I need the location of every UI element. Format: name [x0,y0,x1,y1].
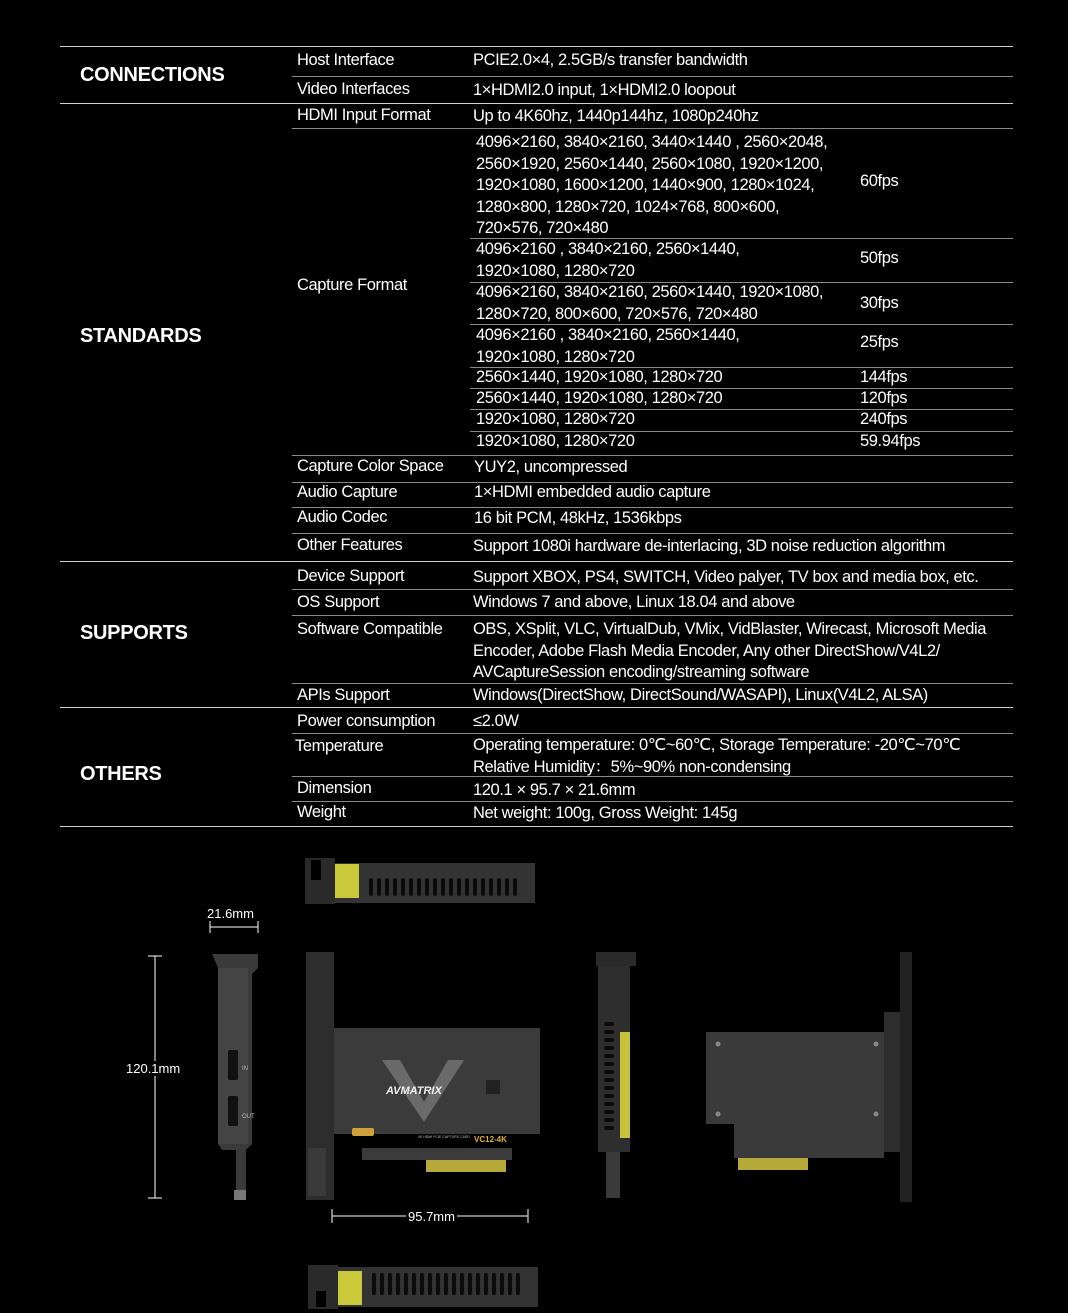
card-top-view [305,858,537,906]
row-rule [292,533,1013,534]
depth-dimension-line [208,920,260,934]
table-bottom-rule [60,826,1013,827]
label-audio-codec: Audio Codec [297,508,388,526]
value-apis-support: Windows(DirectShow, DirectSound/WASAPI), Linux(V4L2, ALSA) [473,686,928,704]
row-rule [292,801,1013,802]
value-hdmi-input-format: Up to 4K60hz, 1440p144hz, 1080p240hz [473,107,759,125]
capture-format-30fps: 4096×2160, 3840×2160, 2560×1440, 1920×1080, 1280×720, 800×600, 720×576, 720×480 [476,283,824,323]
fps-5994: 59.94fps [860,432,921,450]
value-other-features: Support 1080i hardware de-interlacing, 3D noise reduction algorithm [473,537,946,555]
fps-50: 50fps [860,249,899,267]
label-capture-format: Capture Format [297,276,407,294]
capture-format-50fps: 4096×2160 , 3840×2160, 2560×1440, 1920×1080, 1280×720 [476,240,740,280]
fps-60: 60fps [860,172,899,190]
table-top-rule [60,46,1013,47]
row-rule [292,76,1013,77]
capture-format-144fps: 2560×1440, 1920×1080, 1280×720 [476,368,723,386]
label-video-interfaces: Video Interfaces [297,80,410,98]
card-main-view [304,952,544,1202]
svg-text:VC12-4K: VC12-4K [474,1135,507,1144]
label-other-features: Other Features [297,536,403,554]
supports-bottom-rule [60,707,1013,708]
svg-text:IN: IN [242,1066,248,1072]
label-software-compatible: Software Compatible [297,620,443,638]
connections-bottom-rule [60,103,1013,104]
value-weight: Net weight: 100g, Gross Weight: 145g [473,804,738,822]
capture-format-120fps: 2560×1440, 1920×1080, 1280×720 [476,389,723,407]
height-dimension-line [146,954,164,1200]
card-bracket-view [210,954,262,1204]
section-others: OTHERS [80,763,162,785]
label-os-support: OS Support [297,593,380,611]
value-host-interface: PCIE2.0×4, 2.5GB/s transfer bandwidth [473,51,748,69]
row-rule [292,615,1013,616]
value-os-support: Windows 7 and above, Linux 18.04 and above [473,593,795,611]
card-side-view [592,952,640,1204]
width-dimension-label: 95.7mm [408,1209,455,1224]
label-temperature: Temperature [295,737,384,755]
value-dimension: 120.1 × 95.7 × 21.6mm [473,781,636,799]
standards-bottom-rule [60,561,1013,562]
fps-25: 25fps [860,333,899,351]
row-rule [292,455,1013,456]
card-back-view [704,952,916,1204]
height-dimension-label: 120.1mm [126,1061,181,1076]
fps-120: 120fps [860,389,908,407]
label-hdmi-input-format: HDMI Input Format [297,106,431,124]
svg-text:OUT: OUT [242,1114,255,1120]
value-temperature: Operating temperature: 0℃~60℃, Storage Temperature: -20℃~70℃ Relative Humidity：5%~90% non-condensing [473,736,961,776]
capture-format-60fps: 4096×2160, 3840×2160, 3440×1440 , 2560×2048, 2560×1920, 2560×1440, 2560×1080, 1920×1200, 1920×1080, 1600×1200, 1440×900, 1280×1024, 1280×800, 1280×720, 1024×768, 800×600, 720×576, 720×480 [476,133,828,237]
section-supports: SUPPORTS [80,622,188,644]
value-audio-codec: 16 bit PCM, 48kHz, 1536kbps [474,509,682,527]
label-host-interface: Host Interface [297,51,395,69]
value-software-compatible: OBS, XSplit, VLC, VirtualDub, VMix, VidBlaster, Wirecast, Microsoft Media Encoder, Adobe Flash Media Encoder, Any other DirectShow/V4L2/ AVCaptureSession encoding/streaming software [473,620,987,681]
label-dimension: Dimension [297,779,372,797]
fps-240: 240fps [860,410,908,428]
svg-text:AVMATRIX: AVMATRIX [386,1085,442,1097]
label-capture-color-space: Capture Color Space [297,457,444,475]
value-device-support: Support XBOX, PS4, SWITCH, Video palyer, TV box and media box, etc. [473,568,979,586]
label-power-consumption: Power consumption [297,712,436,730]
value-video-interfaces: 1×HDMI2.0 input, 1×HDMI2.0 loopout [473,81,736,99]
row-rule [292,733,1013,734]
value-audio-capture: 1×HDMI embedded audio capture [474,483,711,501]
row-rule [292,128,1013,129]
fps-30: 30fps [860,294,899,312]
capture-format-25fps: 4096×2160 , 3840×2160, 2560×1440, 1920×1080, 1280×720 [476,326,740,366]
value-capture-color-space: YUY2, uncompressed [474,458,628,476]
svg-text:4K HDMI PCIE CAPTURE CARD: 4K HDMI PCIE CAPTURE CARD [418,1135,470,1139]
depth-dimension-label: 21.6mm [207,906,254,921]
label-device-support: Device Support [297,567,405,585]
value-power-consumption: ≤2.0W [473,712,519,730]
label-apis-support: APIs Support [297,686,390,704]
card-bottom-view [308,1263,540,1311]
label-weight: Weight [297,803,346,821]
section-connections: CONNECTIONS [80,64,225,86]
capture-format-5994fps: 1920×1080, 1280×720 [476,432,635,450]
section-standards: STANDARDS [80,325,202,347]
row-rule [292,589,1013,590]
fps-144: 144fps [860,368,908,386]
label-audio-capture: Audio Capture [297,483,398,501]
capture-format-240fps: 1920×1080, 1280×720 [476,410,635,428]
